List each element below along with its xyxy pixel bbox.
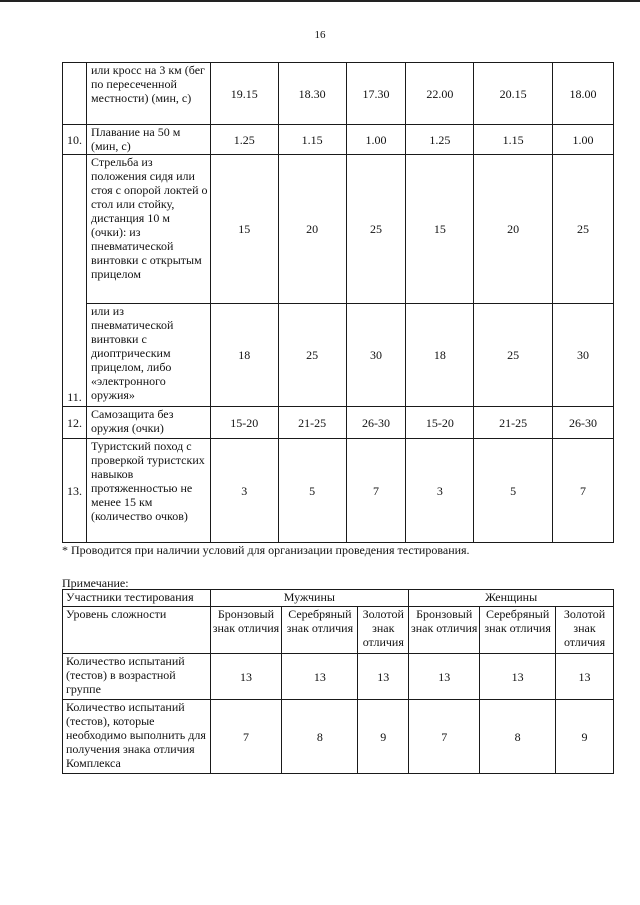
level-header: Серебряный знак отличия [282,607,358,654]
note-levels-row [63,607,614,654]
row-value: 18.30 [278,63,346,125]
row-value: 15 [210,155,278,304]
row-number: 11. [63,155,87,407]
note-table [62,589,614,774]
note-row [63,654,614,700]
row-description: Плавание на 50 м (мин, с) [86,125,210,155]
row-value: 26-30 [346,407,406,439]
row-value: 15-20 [406,407,474,439]
level-header: Золотой знак отличия [556,607,614,654]
row-value: 18 [210,304,278,407]
row-value: 21-25 [474,407,553,439]
footnote: * Проводится при наличии условий для организации проведения тестирования. [62,543,470,557]
row-value: 20 [278,155,346,304]
row-value: 1.15 [474,125,553,155]
row-value: 15-20 [210,407,278,439]
note-row-value: 7 [210,700,282,774]
row-value: 30 [553,304,614,407]
level-header: Золотой знак отличия [358,607,409,654]
row-value: 25 [474,304,553,407]
row-value: 15 [406,155,474,304]
row-value: 3 [406,439,474,543]
note-row-value: 13 [480,654,556,700]
row-value: 26-30 [553,407,614,439]
table-row [63,125,614,155]
row-value: 18.00 [553,63,614,125]
row-value: 1.25 [406,125,474,155]
note-row-label: Количество испытаний (тестов), которые необходимо выполнить для получения знака отличия Комплекса [63,700,211,774]
row-description: или кросс на 3 км (бег по пересеченной местности) (мин, с) [86,63,210,125]
table-row [63,155,614,304]
row-value: 25 [553,155,614,304]
row-value: 1.25 [210,125,278,155]
row-number: 12. [63,407,87,439]
page-number: 16 [314,29,326,41]
note-row-value: 13 [282,654,358,700]
note-row-value: 7 [409,700,480,774]
row-number: 10. [63,125,87,155]
note-header-row [63,590,614,607]
participants-label: Участники тестирования [63,590,211,607]
row-number [63,63,87,125]
row-value: 20.15 [474,63,553,125]
men-header: Мужчины [210,590,409,607]
table-row [63,63,614,125]
row-description: Самозащита без оружия (очки) [86,407,210,439]
standards-table [62,62,614,543]
row-value: 1.15 [278,125,346,155]
row-value: 21-25 [278,407,346,439]
row-value: 25 [278,304,346,407]
note-row-value: 13 [409,654,480,700]
note-row [63,700,614,774]
row-value: 30 [346,304,406,407]
row-value: 7 [553,439,614,543]
top-border-line [0,0,640,2]
row-value: 1.00 [553,125,614,155]
level-header: Серебряный знак отличия [480,607,556,654]
note-row-value: 9 [358,700,409,774]
level-header: Бронзовый знак отличия [210,607,282,654]
women-header: Женщины [409,590,614,607]
row-value: 25 [346,155,406,304]
row-description: или из пневматической винтовки с диоптрическим прицелом, либо «электронного оружия» [86,304,210,407]
note-row-value: 13 [556,654,614,700]
row-value: 5 [474,439,553,543]
note-row-value: 9 [556,700,614,774]
row-value: 18 [406,304,474,407]
row-value: 17.30 [346,63,406,125]
row-value: 7 [346,439,406,543]
note-row-label: Количество испытаний (тестов) в возрастной группе [63,654,211,700]
row-value: 20 [474,155,553,304]
level-header: Бронзовый знак отличия [409,607,480,654]
row-value: 1.00 [346,125,406,155]
table-row [63,439,614,543]
row-value: 3 [210,439,278,543]
note-row-value: 8 [282,700,358,774]
row-value: 22.00 [406,63,474,125]
note-row-value: 13 [210,654,282,700]
row-number: 13. [63,439,87,543]
note-row-value: 13 [358,654,409,700]
table-row [63,407,614,439]
note-label: Примечание: [62,576,129,590]
table-row [63,304,614,407]
level-label: Уровень сложности [63,607,211,654]
row-description: Стрельба из положения сидя или стоя с опорой локтей о стол или стойку, дистанция 10 м (очки): из пневматической винтовки с открытым прицелом [86,155,210,304]
row-value: 5 [278,439,346,543]
row-value: 19.15 [210,63,278,125]
note-row-value: 8 [480,700,556,774]
row-description: Туристский поход с проверкой туристских навыков протяженностью не менее 15 км (количество очков) [86,439,210,543]
